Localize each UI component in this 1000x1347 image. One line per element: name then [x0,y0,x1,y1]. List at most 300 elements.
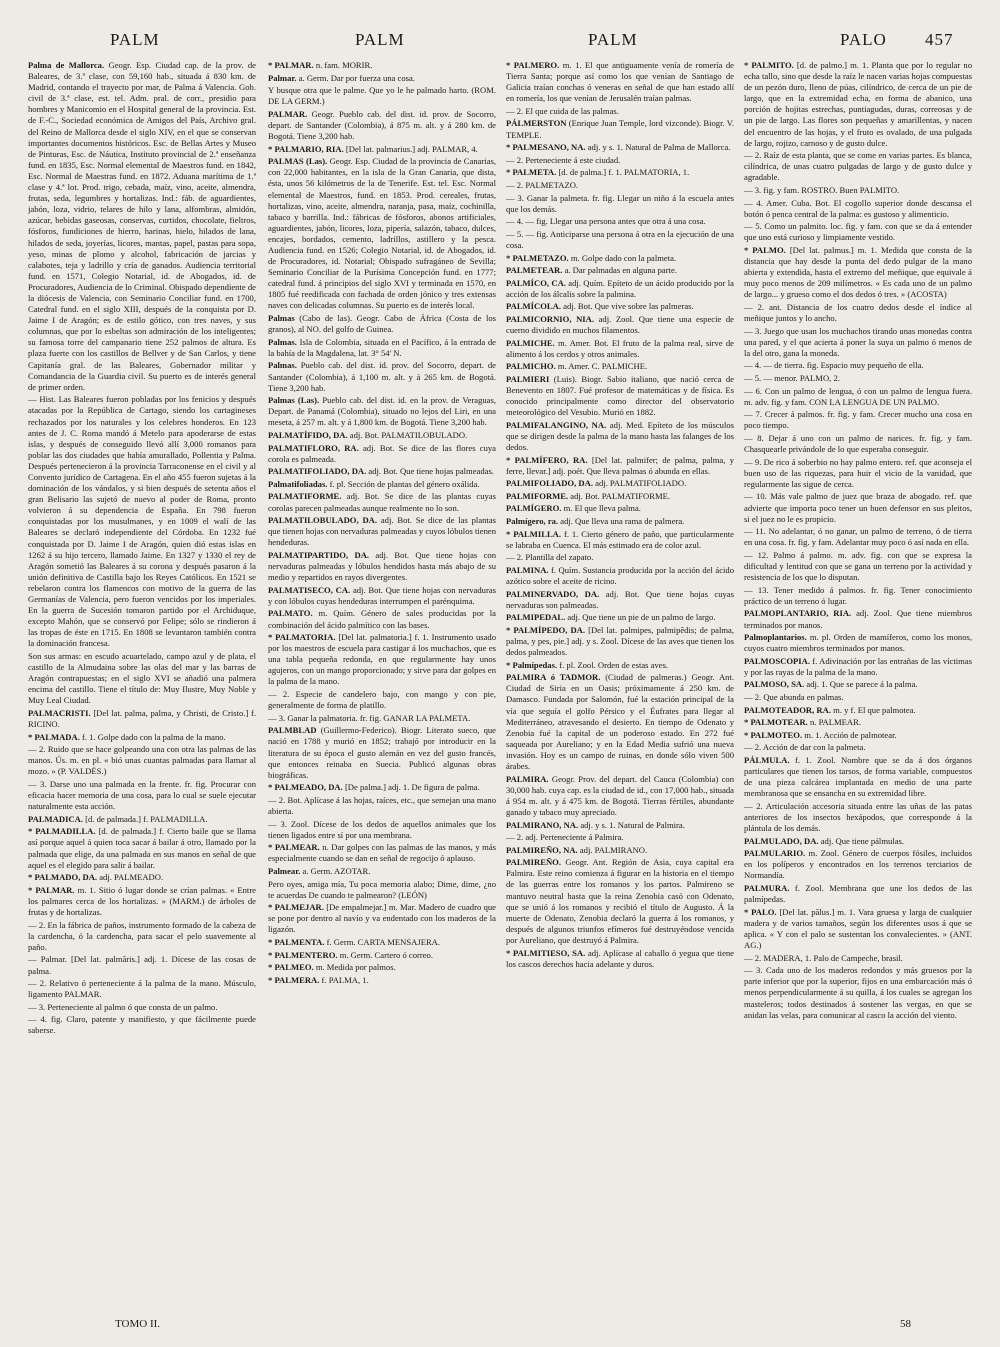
entry-definition: adj. PALMIRANO. [577,844,648,855]
dictionary-entry [268,443,496,465]
entry-definition: [Del lat. palmarius.] adj. PALMAR, 4. [343,143,478,154]
dictionary-entry [268,466,496,477]
dictionary-entry [506,516,734,527]
dictionary-entry [506,589,734,611]
dictionary-entry [744,848,972,881]
entry-definition: f. PALMA, 1. [319,974,369,985]
dictionary-entry [506,565,734,587]
dictionary-entry [506,491,734,502]
entry-definition: — 2. ant. Distancia de los cuatro dedos desde el índice al meñique juntos y lo ancho. [744,301,972,324]
dictionary-entry [744,457,972,490]
entry-definition: — 4. — fig. Llegar una persona antes que otra á una cosa. [506,216,706,227]
entry-headword: PALMIFALANGINO, NA. [506,419,607,430]
dictionary-entry [506,832,734,843]
page-number: 457 [925,30,954,49]
entry-headword: PALMICORNIO, NIA. [506,313,594,324]
dictionary-entry [28,744,256,777]
dictionary-entry [744,907,972,951]
entry-headword: PALMIRANO, NA. [506,819,579,830]
entry-definition: — 2. Que abunda en palmas. [744,692,844,703]
entry-definition: Isla de Colombia, situada en el Pacífico, á la entrada de la bahía de la Magdalena, lat. 3° 54' N. [268,336,496,358]
entry-definition: — 3. Perteneciente al palmo ó que consta de un palmo. [28,1001,218,1012]
entry-definition: — 8. Dejar á uno con un palmo de narices. fr. fig. y fam. Chasquearle privándole de lo que esperaba conseguir. [744,433,972,455]
dictionary-entry [506,612,734,623]
entry-headword: * PALMETAZO. [506,252,569,263]
entry-headword: * PALMÍPEDO, DA. [506,624,586,635]
dictionary-entry [744,953,972,964]
dictionary-entry [744,705,972,716]
dictionary-entry [506,361,734,372]
dictionary-entry [268,725,496,780]
dictionary-entry [506,253,734,264]
dictionary-entry [268,879,496,901]
entry-headword: PALMIRA ó TADMOR. [506,672,601,683]
entry-headword: PALMULARIO. [744,848,806,859]
entry-definition: adj. y s. 1. Natural de Palmira. [578,819,685,830]
entry-headword: PALMÍCOLA. [506,301,561,312]
entry-definition: — 3. Ganar la palmeta. fr. fig. Llegar un niño á la escuela antes que los demás. [506,192,734,214]
entry-headword: Palmear. [268,865,301,876]
entry-definition: Son sus armas: en escudo acuartelado, campo azul y de plata, el castillo de la Almudaina sobre las olas del mar y las barras de Aragón contrapuestas; en el siglo XVI se añadió una palmera encima del castillo. Tiene el título de: Muy Ilustre, Muy Noble y Muy Leal Ciudad. [28,650,256,706]
entry-headword: Palma de Mallorca. [28,60,105,70]
entry-headword: Palmígero, ra. [506,516,559,527]
entry-definition: [d. de palma.] f. 1. PALMATORIA, 1. [556,167,690,178]
entry-headword: * PALMEJAR. [268,902,324,913]
entry-definition: — 11. No adelantar, ó no ganar, un palmo de terreno, ó de tierra en una cosa. fr. fig. y fam. Adelantar muy poco ó así nada en ella. [744,526,972,548]
entry-definition: adj. PALMATIFOLIADO. [592,478,687,489]
entry-headword: PALMBLAD [268,725,317,736]
dictionary-entry [506,314,734,336]
entry-definition: adj. Que tiene un pie de un palmo de largo. [565,612,716,623]
entry-headword: PALMÍCO, CA. [506,277,566,288]
running-head-left-2: PALM [355,30,405,49]
dictionary-entry [506,60,734,104]
dictionary-entry [506,193,734,215]
dictionary-entry [506,552,734,563]
entry-headword: PÁLMULA. [744,755,790,766]
dictionary-entry [744,221,972,243]
entry-headword: * PALMATORIA. [268,632,336,643]
dictionary-entry [28,394,256,649]
dictionary-entry [506,625,734,658]
entry-definition: f. Germ. CARTA MENSAJERA. [324,937,441,948]
entry-definition: — 6. Con un palmo de lengua, ó con un palmo de lengua fuera. m. adv. fig. y fam. CON LA LENGUA DE UN PALMO. [744,385,972,407]
dictionary-entry [506,180,734,191]
entry-headword: Palmar. [268,72,297,83]
dictionary-entry [506,672,734,772]
dictionary-entry [268,866,496,877]
entry-definition: adj. Zool. Que tiene miembros terminados por manos. [744,608,972,630]
entry-definition: m. Germ. Cartero ó correo. [337,949,433,960]
entry-headword: * PALMADA. [28,731,80,742]
entry-headword: PALMATISECO, CA. [268,584,351,595]
entry-definition: — Hist. Las Baleares fueron pobladas por los fenicios y después atacadas por la República de Cartago, siendo los cartagineses rechazados por los naturales y los celebres honderos. En 123 antes de J. C. Roma mandó á Metelo para apoderarse de estas islas, y después de conseguido llevó allí 3,000 romanos para poblar las dos ciudades que había amurallado, Pollentia y Palma. Después pertenecieron á la provincia Tarraconense en el civil y al Convento jurídico de Cartagena. En el año 455 fueron sujetas á la dominación de los vándalos, y si bien después de setenta años el gran Belisario las sujetó de nuevo al poder de Roma, pronto volvieron á su dependencia de España. En 798 fueron conquistadas por los musulmanes, y en 1009 el walí de las Baleares se declaró independiente del Córdoba. En 1232 fué conquistada por D. Jaime I de Aragón, quien dió estas islas en 1262 á su hijo tercero, llamado Jaime. En 1327 y 1330 el rey de Aragón sometió las Baleares á su corona y después pasaron á la unión definitiva de Castilla bajo los Reyes Católicos. En 1521 se rebelaron contra los flamencos con motivo de la guerra de las Germanías de Valencia, pero fueron vencidos por los imperiales. En la guerra de Sucesión tomaron partido por el Archiduque, excepto Mahón, que se conservó por Felipe; sólo se rindieron á las tropas de éste en 1715. En 1808 se levantaron también contra la dominación francesa. [28,394,256,649]
entry-definition: — 2. Especie de candelero bajo, con mango y con pie, generalmente de forma de platillo. [268,689,496,711]
entry-definition: Pero oyes, amiga mía, Tu poca memoria alabo; Dime, dime, ¿no te acuerdas De cuando te palmearon? (LEÓN) [268,878,496,900]
dictionary-entry [506,155,734,166]
entry-headword: * PALMERO. [506,60,560,70]
entry-headword: PALMETEAR. [506,265,563,276]
dictionary-entry [744,245,972,300]
entry-definition: — 3. Ganar la palmatoria. fr. fig. GANAR LA PALMETA. [268,712,471,723]
entry-definition: — 5. — menor. PALMO, 2. [744,373,840,384]
entry-definition: n. PALMEAR. [807,717,861,728]
dictionary-entry [506,478,734,489]
entry-definition: adj. Bot. PALMATIFORME. [568,490,671,501]
dictionary-entry [28,1014,256,1036]
dictionary-entry [268,842,496,864]
entry-headword: PALMOTEADOR, RA. [744,704,831,715]
entry-definition: adj. 1. Que se parece á la palma. [804,679,918,690]
dictionary-entry [506,229,734,251]
entry-definition: Geogr. Esp. Ciudad cap. de la prov. de Baleares, de 3.ª clase, con 59,160 hab., situada á 830 km. de Madrid, contando el trayecto por mar, de Palma á Valencia. Gob. civil de 3.ª clase, est. tel. Adm. pral. de corr., presidio para hombres y Manicomio en el Hospital general de la provincia. Est. de F.-C., Sociedad económica de Amigos del País, Archivo gral. del Reino de Mallorca desde el siglo XIV, en el que se conservan importantes documentos históricos. Esc. de Bellas Artes y Museo de Pinturas, Esc. de Náutica, Instituto provincial de 2.ª enseñanza fund. en 1835, Esc. Normal elemental de Maestros fund. en 1842, Esc. Normal de Maestras fund. en 1872. Aduana marítima de 1.ª clase y 4.ª lot. Prod. trigo, cebada, maíz, vino, aceite, almendra, frutas, seda, legumbres y hortalizas. Ind.: fáb. de aguardientes, jabón, loza, vidrio, telares de hilo y lana, alfombras, almidón, azúcar, bebidas gaseosas, conservas, curtidos, chocolate, fieltros, fósforos, fundiciones de hierro, harinas, hielo, hilados de lana, hilados de seda, joyerías, licores, mantas, papel, pastas para sopa, yeso, minas de plomo y alcohol, fabricación de jarcias y calabotes, teja y ladrillo y cría de ganados. Audiencia territorial fund. en 1571, Colegio Notarial, id. de Abogados, id. de Procuradores, Audiencia de lo Criminal. Obispado dependiente de la diócesis de Valencia, con Seminario Conciliar fund. en 1700, Catedral fund. en el siglo XIII, después de la conquista por D. Jaime I de Aragón; es de estilo gótico, con tres naves, y sus columnas, que por lo esbeltas son admiración de los inteligentes; su famosa torre del campanario tiene 252 palmos de altura. Es plaza fuerte con los castillos de Bellver y de San Carlos, y tiene Capitanía gral. de las Baleares, Gobernador militar y Comandancia de la Guardia civil. Su puerto es de interés general de primer orden. [28,60,256,392]
entry-headword: PALMINA. [506,564,549,575]
entry-headword: Palmas. [268,360,297,371]
entry-definition: n. fam. MORIR. [313,60,373,70]
entry-definition: Geogr. Ant. Región de Asia, cuya capital era Palmira. Este reino comienza á figurar en la historia en el tiempo de las guerras entre los romanos y los partos. Palmireno se mantuvo neutral hasta que la reina Zenobia casó con Odenato, que se unió á los romanos y recibió el título de Augusto. Á la muerte de Odenato, Zenobia declaró la guerra á los romanos, y después de algunos triunfos efímeros fué destruyéndose vencida por Aureliano, que destruyó á Palmira. [506,857,734,945]
dictionary-entry [506,948,734,970]
entry-headword: PALMICHE. [506,337,555,348]
dictionary-entry [268,713,496,724]
entry-definition: f. Zool. Membrana que une los dedos de las palmípedas. [744,883,972,905]
dictionary-entry [744,883,972,905]
entry-headword: PALMIERI [506,373,550,384]
entry-definition: m. 1. Sitio ó lugar donde se crían palmas. « Entre los palmares cerca de los hortalizas. » (MARM.) de árboles de frutas y de hortalizas. [28,884,256,918]
dictionary-entry [28,651,256,706]
dictionary-entry [506,420,734,453]
dictionary-entry [28,920,256,953]
entry-definition: — 2. Raíz de esta planta, que se come en varias partes. Es blanca, cilíndrica, de unas cuatro pulgadas de largo y de gusto dulce y agradable. [744,150,972,183]
dictionary-entry [268,782,496,793]
entry-definition: adj. y s. 1. Natural de Palma de Mallorca. [585,142,731,153]
entry-definition: m. Quím. Género de sales producidas por la combinación del ácido palmítico con las bases. [268,608,496,630]
dictionary-entry [268,795,496,817]
dictionary-entry [268,902,496,935]
dictionary-entry [744,585,972,607]
entry-definition: — Palmar. [Del lat. palmāris.] adj. 1. Dícese de las cosas de palma. [28,954,256,976]
dictionary-entry [506,820,734,831]
entry-definition: Y busque otra que le palme. Que yo le he palmado harto. (ROM. DE LA GERM.) [268,85,496,107]
entry-definition: a. Germ. AZOTAR. [300,865,371,876]
dictionary-entry [268,60,496,71]
entry-headword: * PALMEO. [268,962,314,973]
entry-definition: adj. Bot. Que vive sobre las palmeras. [560,301,694,312]
entry-definition: — 2. Relativo ó perteneciente á la palma de la mano. Músculo, ligamento PALMAR. [28,978,256,1000]
entry-definition: m. Zool. Género de cuerpos fósiles, incluidos en los políperos y encontrados en los terrenos terciarios de Normandía. [744,848,972,881]
dictionary-entry [744,360,972,371]
entry-definition: m. El que lleva palma. [561,503,641,514]
dictionary-entry [268,73,496,84]
entry-definition: m. 1. Acción de palmotear. [802,729,897,740]
dictionary-entry [268,395,496,428]
running-head-right-2: PALO [840,30,887,49]
dictionary-entry [268,430,496,441]
dictionary-entry [506,660,734,671]
entry-headword: PALMÍGERO. [506,503,562,514]
dictionary-entry [744,717,972,728]
dictionary-entry [28,978,256,1000]
entry-headword: * PALMADO, DA. [28,872,98,883]
dictionary-entry [506,374,734,418]
dictionary-entry [268,491,496,513]
dictionary-entry [28,826,256,870]
dictionary-entry [744,801,972,834]
dictionary-entry [28,732,256,743]
dictionary-entry [506,142,734,153]
dictionary-entry [268,950,496,961]
entry-headword: PALMATÍFIDO, DA. [268,430,348,440]
dictionary-entry [268,632,496,687]
entry-definition: (Ciudad de palmeras.) Geogr. Ant. Ciudad de Siria en un Oasis; próximamente á 250 km. de Damasco. Fundada por Salomón, fué la estación principal de la vía que seguía el golfo Pérsico y el Éufrates para llegar al Mediterráneo, atravesando el desierto. En tiempo de Odenato y Zenobia fué la capital de un poderoso estado. En 272 fué saqueada por Aureliano; y en la Edad Media sufrió una nueva invasión. Hoy es un campo de ruinas, en donde sólo viven 500 árabes. [506,672,734,772]
dictionary-entry [268,689,496,711]
entry-definition: Pueblo cab. del dist. id. en la prov. de Veraguas, Depart. de Panamá (Colombia), situado no lejos del Liri, en una meseta, á 257 m. alt. y á 1,800 km. de Bogotá. Tiene 3,200 hab. [268,395,496,428]
column-1 [28,60,256,1322]
entry-headword: * PALMILLA. [506,528,562,539]
entry-definition: — 5. Como un palmito. loc. fig. y fam. con que se da á entender que uno está curioso y limpiamente vestido. [744,221,972,243]
dictionary-entry [268,937,496,948]
dictionary-entry [744,386,972,408]
entry-definition: (Luis). Biogr. Sabio italiano, que nació cerca de Benevento en 1807. Fué profesor de matemáticas y de física. Es conocido principalmente como director del observatorio meteorológico del Vesubio. Murió en 1882. [506,373,734,418]
entry-definition: (Guillermo-Federico). Biogr. Literato sueco, que nació en 1788 y murió en 1852; trabajó por introducir en la literatura de su época el gusto alemán en vez del gusto francés, que entonces reinaba en Suecia. Publicó algunas obras biográficas. [268,725,496,780]
dictionary-entry [268,550,496,583]
entry-definition: — 2. Acción de dar con la palmeta. [744,742,866,753]
dictionary-entry [28,954,256,976]
entry-headword: PALMATO. [268,608,313,619]
dictionary-entry [268,479,496,490]
dictionary-entry [744,550,972,583]
entry-definition: [Del lat. palma, palma, y Christi, de Cristo.] f. RICINO. [28,707,256,730]
entry-definition: m. pl. Orden de mamíferos, como los monos, cuyos cuatro miembros terminados por manos. [744,632,972,654]
dictionary-entry [744,433,972,455]
entry-definition: adj. Bot. Que tiene hojas con nervaduras y con lóbulos cuyas hendeduras interrumpen el parénquima. [268,584,496,606]
dictionary-entry [268,156,496,311]
dictionary-entry [506,278,734,300]
entry-definition: f. Quím. Sustancia producida por la acción del ácido azótico sobre el aceite de ricino. [506,564,734,587]
entry-definition: Geogr. Pueblo cab. del dist. id. prov. de Socorro, depart. de Santander (Colombia), á 875 m. alt. y á 280 km. de Bogotá. Tiene 3,200 hab. [268,108,496,142]
entry-definition: adj. Bot. Que tiene hojas cuyas nervaduras son palmeadas. [506,588,734,610]
entry-definition: [Del lat. palmifer; de palma, palma, y ferre, llevar.] adj. poét. Que lleva palmas ó abunda en ellas. [506,454,734,476]
dictionary-entry [506,857,734,946]
dictionary-entry [268,608,496,630]
entry-headword: PALMIREÑO, NA. [506,844,578,855]
dictionary-entry [744,656,972,678]
entry-definition: [Del lat. palmatoria.] f. 1. Instrumento usado por los maestros de escuela para castigar á los muchachos, que es una tabla pequeña redonda, en que regularmente hay unos agujeros, con un mango proporcionado; y sirve para dar golpes en la palma de la mano. [268,632,496,687]
dictionary-entry [744,836,972,847]
entry-definition: — 2. El que cuida de las palmas. [506,105,619,116]
entry-definition: m. Medida por palmos. [313,962,396,973]
entry-definition: — 2. Bot. Aplícase á las hojas, raíces, etc., que semejan una mano abierta. [268,794,496,816]
entry-definition: — 4. fig. Claro, patente y manifiesto, y que fácilmente puede saberse. [28,1014,256,1036]
dictionary-entry [744,150,972,183]
entry-definition: m. Amer. C. PALMICHE. [555,361,648,372]
dictionary-entry [744,373,972,384]
entry-headword: PALMATIPARTIDO, DA. [268,549,370,560]
dictionary-entry [506,774,734,818]
dictionary-entry [506,338,734,360]
entry-headword: * PALMITO. [744,60,794,70]
entry-definition: m. y f. El que palmotea. [830,704,916,715]
entry-definition: adj. Bot. Se dice de las plantas cuyas corolas parecen palmeadas aunque realmente no lo son. [268,491,496,513]
dictionary-entry [506,216,734,227]
entry-headword: PALMURA. [744,883,790,894]
dictionary-entry [744,692,972,703]
entry-definition: — 2. Ruido que se hace golpeando una con otra las palmas de las manos. Ús. m. en pl. « bió unas cuantas palmadas para llamar al mozo. » (P. VALDÉS.) [28,744,256,777]
entry-headword: PALMAR. [268,108,308,119]
volume-footer: TOMO II. [115,1318,161,1330]
dictionary-entry [744,608,972,630]
entry-definition: (Enrique Juan Temple, lord vizconde). Biogr. V. TEMPLE. [506,118,734,140]
entry-headword: * PALMEAR. [268,842,320,853]
entry-definition: Geogr. Prov. del depart. del Cauca (Colombia) con 30,000 hab. cuya cap. es la ciudad de id., con 17,000 hab., situada á 954 m. alt. y á 475 km. de Bogotá. Tierras fértiles, abundante ganado y tabaco muy apreciado. [506,773,734,817]
entry-definition: — 2. Articulación accesoria situada entre las uñas de las patas anteriores de los insectos hexápodos, que corresponde á la plántula de los demás. [744,800,972,834]
dictionary-entry [506,106,734,117]
entry-definition: f. 1. Cierto género de paño, que particularmente se labraba en Cuenca. El más estimado era de color azul. [506,528,734,550]
entry-headword: Palmas [268,313,295,324]
entry-headword: PALMIFOLIADO, DA. [506,478,593,489]
dictionary-entry [744,632,972,654]
dictionary-entry [744,198,972,220]
dictionary-entry [268,975,496,986]
entry-headword: * PALMAR. [28,884,75,895]
entry-definition: a. Germ. Dar por fuerza una cosa. [296,72,415,83]
entry-headword: PALMATIFOLIADO, DA. [268,466,367,477]
entry-definition: a. Dar palmadas en alguna parte. [562,265,677,276]
entry-definition: — 4. Amer. Cuba. Bot. El cogollo superior donde descansa el botón ó penca central de la palma: es gustoso y alimenticio. [744,197,972,219]
entry-definition: f. pl. Sección de plantas del género oxálida. [327,478,480,489]
entry-definition: [d. de palmo.] m. 1. Planta que por lo regular no echa tallo, sino que desde la raíz le nacen varias hojas compuestas de un pezón duro, lleno de púas, cilíndrico, de cerca de un pie de largo, que en la extremidad echa, en forma de abanico, una porción de hojitas estrechas, puntiagudas, duras, correosas y de un pie de largo. Las flores son pequeñas y amarillentas, y nacen del encuentro de las hojas, y el fruto es ovalado, de una pulgada de largo, rojizo, carnoso y de gusto dulce. [744,60,972,148]
dictionary-entry [268,360,496,393]
entry-headword: * PALMO. [744,245,786,255]
entry-headword: PALMOPLANTARIO, RIA. [744,608,852,619]
entry-definition: — 7. Crecer á palmos. fr. fig. y fam. Crecer mucho una cosa en poco tiempo. [744,409,972,431]
dictionary-entry [268,144,496,155]
entry-definition: — 12. Palmo á palmo. m. adv. fig. con que se expresa la dificultad y lentitud con que se gana un terreno por la actividad y resistencia de los que lo disputan. [744,549,972,583]
entry-definition: Geogr. Esp. Ciudad de la provincia de Canarias, con 22,000 habitantes, en la isla de la Gran Canaria, que dista, ésta, unos 56 kilómetros de la de Tenerife. Est. tel. Esc. Normal elemental de Maestros, fund. en 1853. Prod. cereales, frutas, hortalizas, vino, aceite, almendra, naranja, pasa, maíz, cochinilla, tabaco y barrilla. Ind.: fábricas de fósforos, abonos artificiales, aguardientes, jabón, licores, loza, pipería, salazón, tabaco, dulces, encajes, bordados, cemento, ladrillos, astillero y la pesca. Audiencia fund. en 1526; Colegio Notarial, id. de Abogados, id. de Procuradores, id. Notarial; Obispado sufragáneo de Sevilla; Seminario Conciliar de la Purísima Concepción fund. en 1777; catedral fund. á principios del siglo XVI y terminada en 1570, en 1805 fué reedificada con fachada de orden jónico y tres extensas naves con delicadas columnas. Su puerto es de interés local. [268,156,496,311]
entry-definition: f. pl. Zool. Orden de estas aves. [557,659,669,670]
entry-headword: PALMATIFORME. [268,491,342,502]
entry-definition: [Del lat. pālus.] m. 1. Vara gruesa y larga de cualquier madera y de varios tamaños, según los diferentes usos á que se aplica. « Y con el palo se sustentan los convalecientes. » (ANT. AG.) [744,906,972,951]
entry-definition: — 13. Tener medido á palmos. fr. fig. Tener conocimiento práctico de un terreno ó lugar. [744,584,972,606]
dictionary-entry [506,118,734,140]
dictionary-entry [744,326,972,359]
dictionary-entry [744,491,972,524]
dictionary-entry [506,503,734,514]
dictionary-entry [744,409,972,431]
entry-definition: — 3. Juego que usan los muchachos tirando unas monedas contra una pared, y el que acierta á poner la suya un palmo ó menos de la del otro, gana la moneda. [744,325,972,358]
signature-mark: 58 [900,1318,911,1330]
entry-definition: adj. Med. Epíteto de los músculos que se dirigen desde la palma de la mano hasta las falanges de los dedos. [506,419,734,452]
dictionary-entry [506,265,734,276]
dictionary-entry [744,679,972,690]
entry-definition: m. Amer. Bot. El fruto de la palma real, sirve de alimento á los cerdos y otros animales. [506,337,734,359]
entry-headword: PALMAS (Las). [268,156,328,167]
dictionary-entry [268,313,496,335]
entry-definition: m. Golpe dado con la palmeta. [568,252,677,263]
entry-headword: PALMIRA. [506,773,549,784]
entry-headword: * Palmípedas. [506,659,558,670]
entry-headword: Palmoplantarios. [744,632,807,643]
entry-headword: * PALMADILLA. [28,826,96,837]
entry-headword: PALMACRISTI. [28,707,91,718]
dictionary-entry [506,529,734,551]
entry-headword: * PALMETA. [506,167,557,178]
entry-definition: (Cabo de las). Geogr. Cabo de África (Costa de los granos), al NO. del golfo de Guinea. [268,313,496,335]
entry-headword: * PALMÍFERO, RA. [506,454,588,465]
entry-definition: — 3. Darse uno una palmada en la frente. fr. fig. Procurar con eficacia hacer memoria de una cosa, para lo cual se suele ejecutar naturalmente esta acción. [28,779,256,812]
entry-headword: PALMOSO, SA. [744,679,805,690]
entry-headword: PALMULADO, DA. [744,835,819,846]
entry-headword: PÁLMERSTON [506,118,567,129]
entry-definition: adj. Zool. Que tiene una especie de cuerno dividido en muchos filamentos. [506,313,734,336]
running-head-left-1: PALM [110,30,160,49]
entry-definition: [De empalmejar.] m. Mar. Madero de cuadro que se pone por dentro al navío y va endentado con los maderos de la ligazón. [268,902,496,935]
entry-headword: * PALO. [744,906,777,917]
entry-definition: — 2. MADERA, 1. Palo de Campeche, brasil. [744,952,903,963]
entry-definition: [De palma.] adj. 1. De figura de palma. [342,782,480,793]
entry-definition: Pueblo cab. del dist. id. prov. del Socorro, depart. de Santander (Colombia), á 1,100 m. alt. y á 265 km. de Bogotá. Tiene 3,200 hab. [268,360,496,393]
entry-definition: adj. Que lleva una rama de palmera. [558,516,685,527]
entry-definition: — 2. En la fábrica de paños, instrumento formado de la cabeza de la cardencha, ó la cardencha, para sacar el pelo suavemente al paño. [28,919,256,952]
entry-headword: * PALMENTA. [268,937,325,948]
dictionary-entry [268,337,496,359]
entry-headword: PALMINERVADO, DA. [506,588,600,599]
entry-headword: Palmas. [268,336,297,347]
entry-headword: PALMIPEDAL. [506,612,566,623]
entry-headword: PALMICHO. [506,361,556,372]
entry-headword: * PALMESANO, NA. [506,142,586,153]
entry-definition: — 2. adj. Perteneciente á Palmira. [506,832,624,843]
entry-definition: adj. Bot. Se dice de las plantas que tienen hojas con nervaduras palmeadas y cuyos lóbulos tienen hendeduras. [268,515,496,548]
dictionary-entry [28,779,256,812]
entry-definition: — 3. fig. y fam. ROSTRO. Buen PALMITO. [744,185,900,196]
entry-definition: — 3. Cada uno de los maderos redondos y más gruesos por la parte inferior que por la superior, fijos en una embarcación más ó menos perpendicularmente á su quilla, á los cuales se agregan los masteleros; todos destinados á sostener las vergas, en que se anidan las velas, para comunicar al casco la acción del viento. [744,965,972,1020]
entry-headword: * PALMOTEAR. [744,717,808,728]
entry-headword: * PALMERA. [268,974,320,985]
dictionary-entry [506,455,734,477]
entry-definition: — 2. PALMETAZO. [506,179,579,190]
dictionary-entry [28,60,256,393]
entry-definition: adj. PALMEADO. [97,872,164,883]
dictionary-entry [268,515,496,548]
entry-definition: adj. Bot. Que tiene hojas con nervaduras palmeadas y lóbulos hendidos hasta más abajo de su medio y repartidos en rayos divergentes. [268,549,496,583]
entry-definition: adj. Bot. Se dice de las flores cuya corola es palmeada. [268,442,496,464]
entry-headword: * PALMEADO, DA. [268,782,343,793]
entry-headword: * PALMITIESO, SA. [506,947,586,958]
entry-definition: [Del lat. palmipes, palmipēdis; de palma, palma, y pes, pie.] adj. y s. Zool. Dícese de las aves que tienen los dedos palmeados. [506,624,734,658]
entry-headword: * PALMAR. [268,60,314,70]
entry-definition: adj. Bot. Que tiene hojas palmeadas. [366,466,494,477]
entry-headword: Palmas (Las). [268,395,320,406]
entry-definition: f. 1. Zool. Nombre que se da á dos órganos particulares que tienen los tarsos, de forma variable, compuestos de una pieza calcárea implantada en medio de una parte membranosa que se ensancha en su extremidad libre. [744,755,972,799]
dictionary-entry [744,755,972,799]
running-head-right-1: PALM [588,30,638,49]
entry-headword: * PALMOTEO. [744,729,803,740]
dictionary-entry [268,585,496,607]
dictionary-entry [506,301,734,312]
entry-definition: — 9. De rico á soberbio no hay palmo entero. ref. que aconseja el buen uso de las riquezas, para huir el vicio de la vanidad, que regularmente las sigue de cerca. [744,456,972,489]
entry-definition: f. Adivinación por las entrañas de las víctimas y por las rayas de la palma de la mano. [744,655,972,677]
dictionary-entry [506,167,734,178]
entry-definition: — 3. Zool. Dícese de los dedos de aquellos animales que los tienen ligados entre sí por una membrana. [268,818,496,840]
entry-definition: adj. Quím. Epíteto de un ácido producido por la acción de los álcalis sobre la palmina. [506,277,734,299]
dictionary-entry [268,109,496,142]
entry-headword: PALMATIFLORO, RA. [268,442,359,453]
entry-definition: f. 1. Golpe dado con la palma de la mano. [79,731,226,742]
entry-headword: PALMADICA. [28,813,83,824]
entry-headword: Palmatifoliadas. [268,478,328,489]
entry-headword: PALMOSCOPIA. [744,655,810,666]
dictionary-entry [744,730,972,741]
